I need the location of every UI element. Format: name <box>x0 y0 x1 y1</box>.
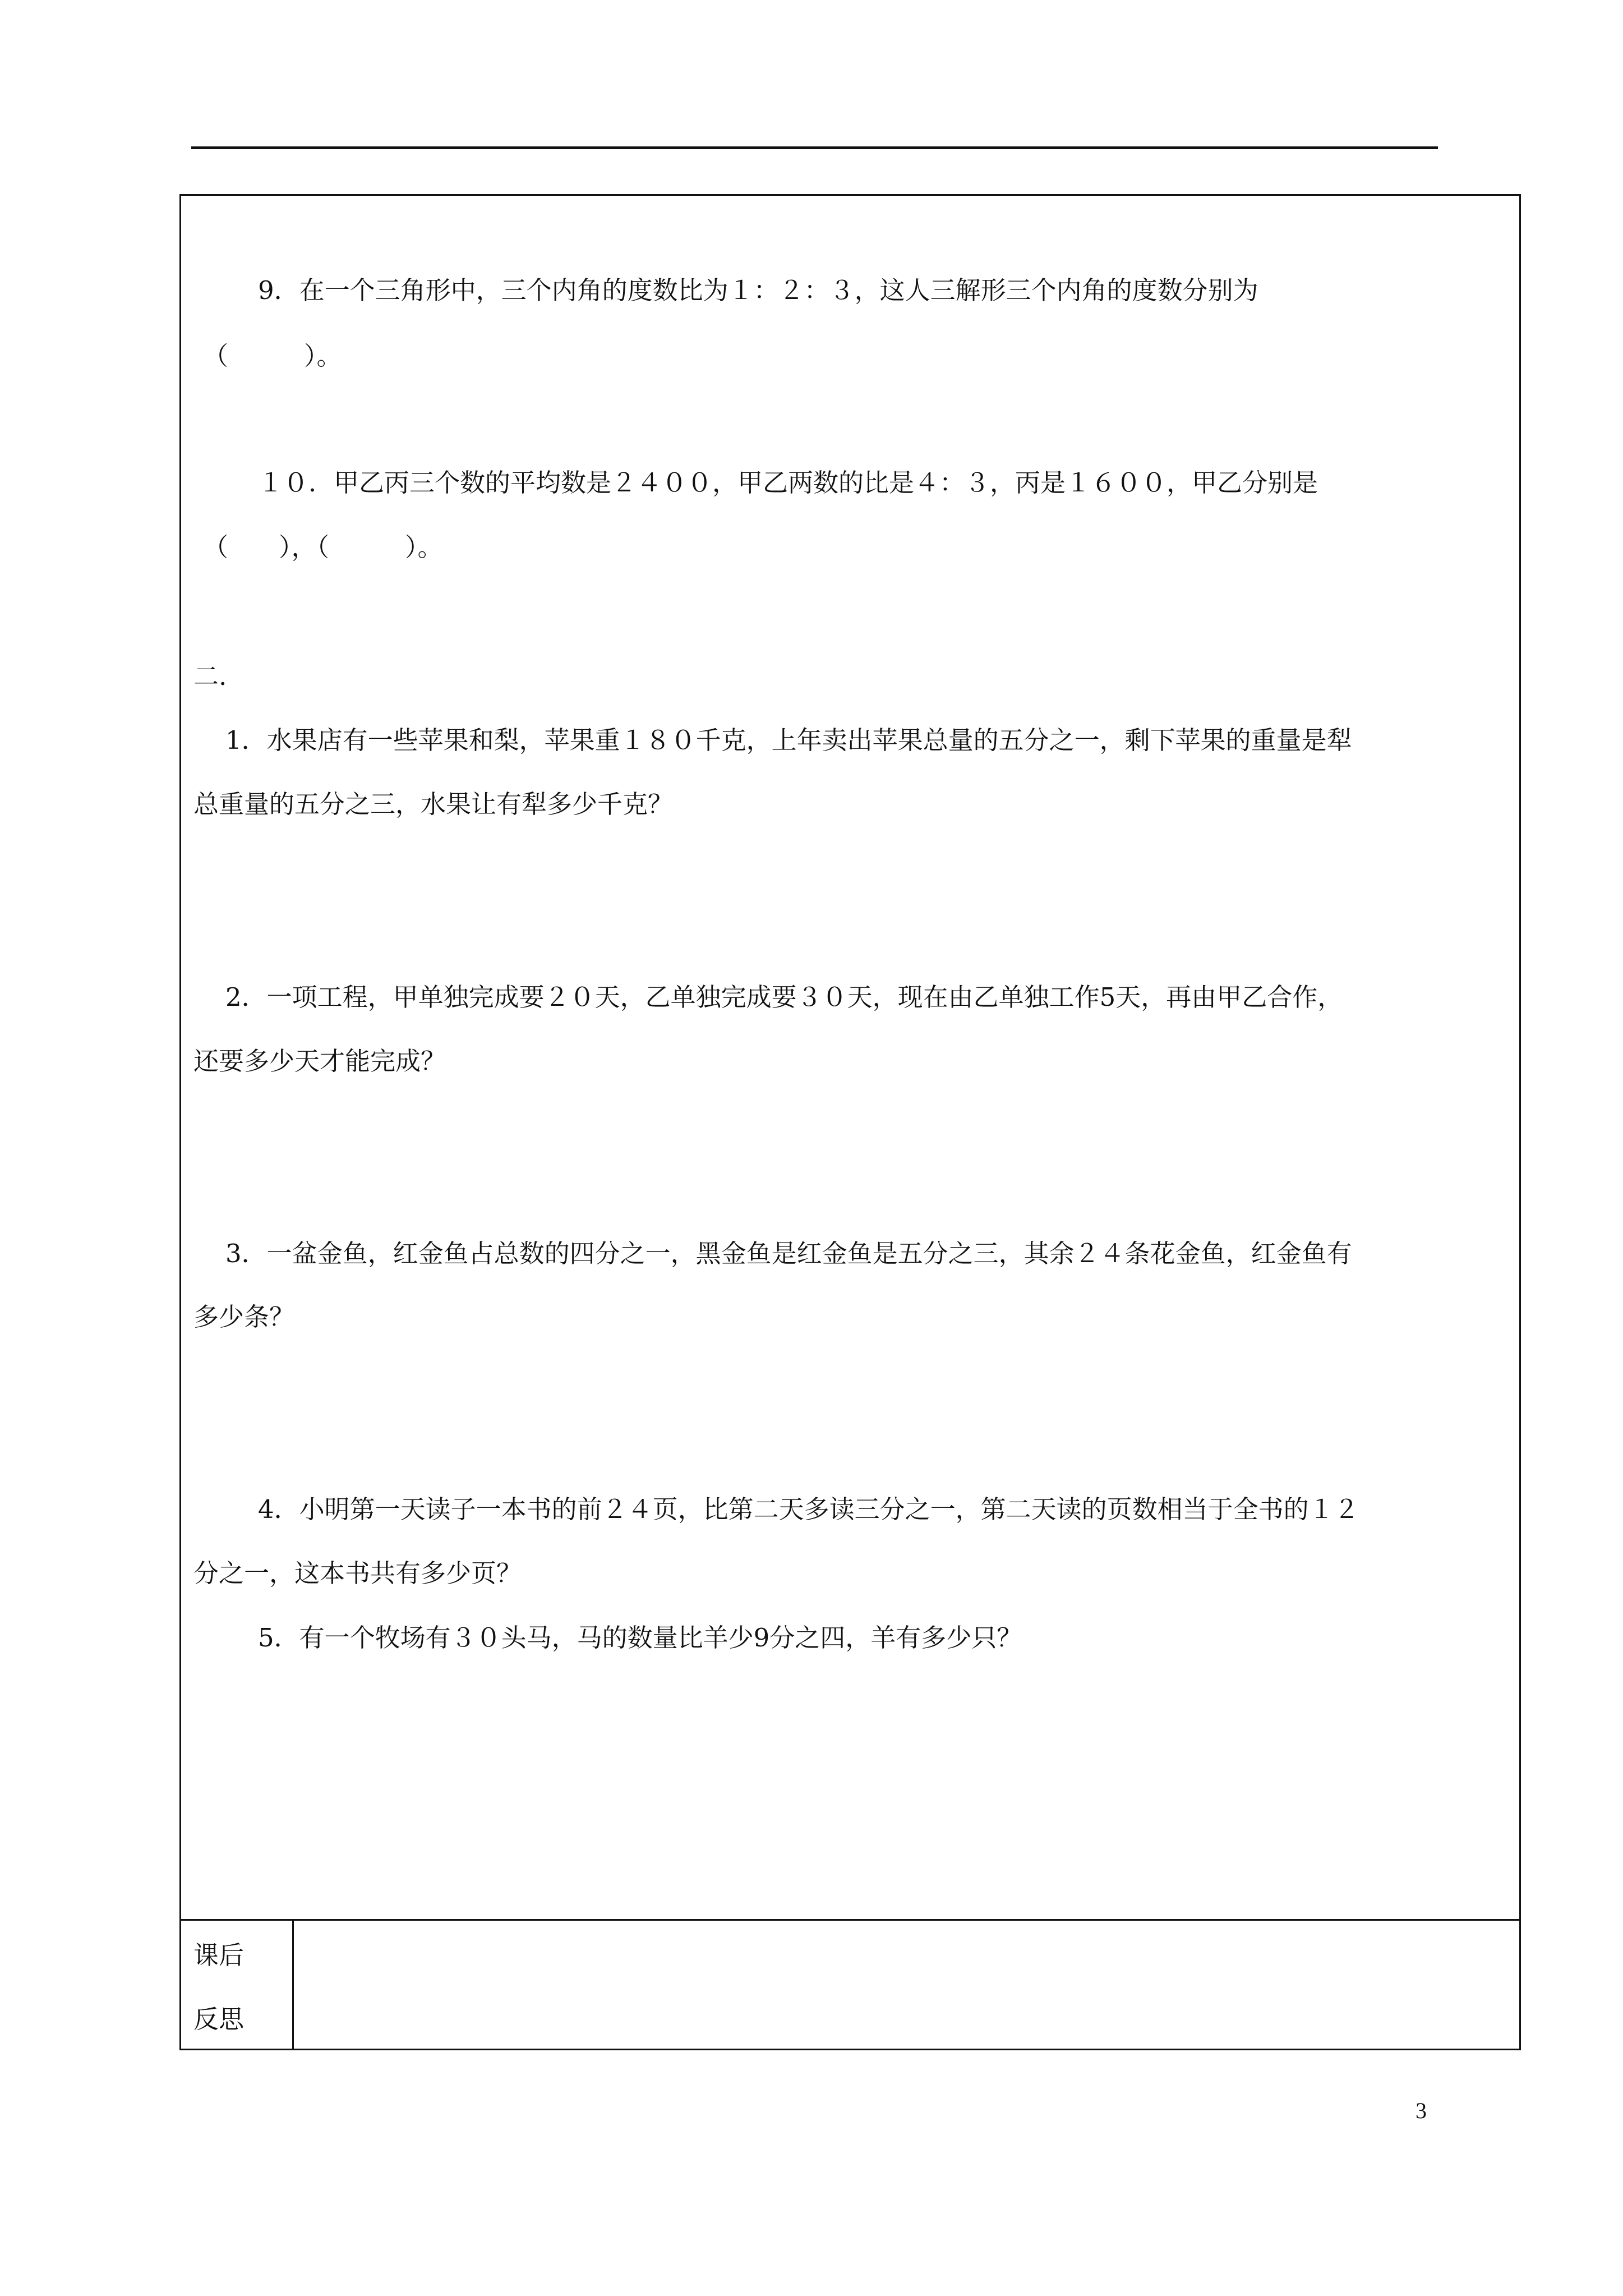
page-number: 3 <box>1415 2098 1427 2123</box>
reflection-label-divider <box>292 1919 294 2050</box>
reflection-label-line-1: 课后 <box>193 1940 245 1970</box>
reflection-divider <box>179 1919 1521 1921</box>
problem-3-line-2: 多少条？ <box>193 1302 295 1332</box>
problem-2-line-1: 2．一项工程，甲单独完成要２０天，乙单独完成要３０天，现在由乙单独工作5天，再由甲乙合作， <box>225 982 1343 1012</box>
problem-4-line-2: 分之一，这本书共有多少页？ <box>193 1558 522 1588</box>
problem-2-line-2: 还要多少天才能完成？ <box>193 1046 446 1076</box>
question-9-line-1: 9．在一个三角形中，三个内角的度数比为１：２：３，这人三解形三个内角的度数分别为 <box>258 275 1258 305</box>
problem-3-line-1: 3．一盆金鱼，红金鱼占总数的四分之一，黑金鱼是红金鱼是五分之三，其余２４条花金鱼，红金鱼有 <box>225 1239 1352 1268</box>
section-2-heading: 二. <box>193 661 227 691</box>
problem-1-line-1: 1．水果店有一些苹果和梨，苹果重１８０千克，上年卖出苹果总量的五分之一，剩下苹果的重量是犁 <box>225 725 1352 755</box>
problem-4-line-1: 4．小明第一天读子一本书的前２４页，比第二天多读三分之一，第二天读的页数相当于全书的１２ <box>258 1494 1359 1524</box>
question-9-line-2: （ ）。 <box>203 341 342 371</box>
problem-1-line-2: 总重量的五分之三，水果让有犁多少千克？ <box>193 789 674 819</box>
problem-5-line-1: 5．有一个牧场有３０头马，马的数量比羊少9分之四，羊有多少只？ <box>258 1623 1022 1653</box>
question-10-line-2: （ ），（ ）。 <box>203 532 443 562</box>
question-10-line-1: １０．甲乙丙三个数的平均数是２４００，甲乙两数的比是４：３，丙是１６００，甲乙分别是 <box>258 468 1318 498</box>
header-rule <box>191 146 1438 149</box>
reflection-label-line-2: 反思 <box>193 2004 245 2034</box>
